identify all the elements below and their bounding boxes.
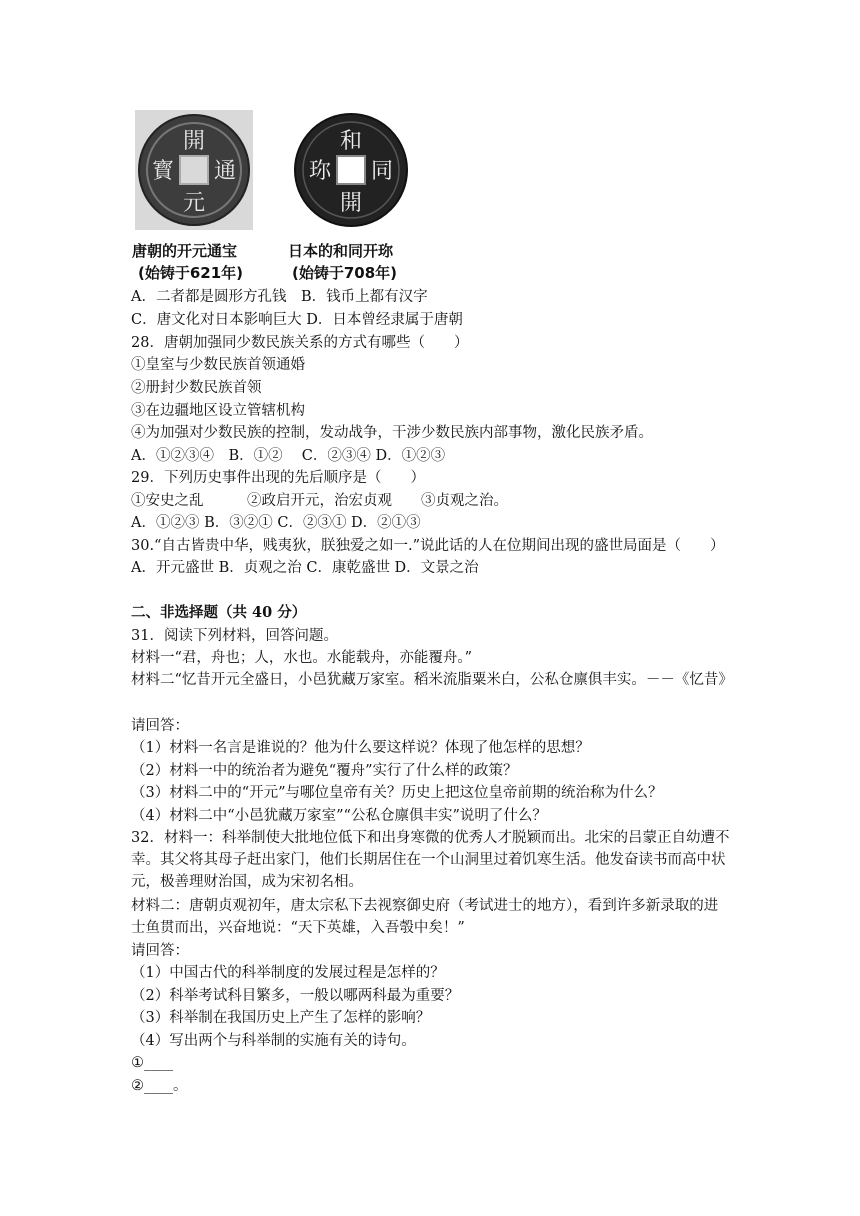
kaiyuan-caption-name: 唐朝的开元通宝 [132, 242, 238, 260]
q31-material-2: 材料二“忆昔开元全盛日，小邑犹藏万家室。稻米流脂粟米白，公私仓廪俱丰实。－－《忆昔》 [131, 672, 733, 688]
q28-item-4: ④为加强对少数民族的控制，发动战争，干涉少数民族内部事物，激化民族矛盾。 [131, 425, 653, 441]
kaiyuan-char-top: 開 [182, 129, 206, 154]
q31-stem: 31．阅读下列材料，回答问题。 [131, 628, 338, 644]
kaiyuan-char-bottom: 元 [182, 191, 206, 216]
wado-caption-name: 日本的和同开珎 [288, 242, 394, 260]
q32-sub-2: （2）科举考试科目繁多，一般以哪两科最为重要？ [131, 988, 460, 1004]
q28-item-1: ①皇室与少数民族首领通婚 [131, 357, 305, 373]
q32-prompt: 请回答： [131, 943, 189, 959]
q32-sub-1: （1）中国古代的科举制度的发展过程是怎样的？ [131, 965, 445, 981]
q28-stem: 28．唐朝加强同少数民族关系的方式有哪些（ ） [131, 335, 469, 351]
q29-stem: 29．下列历史事件出现的先后顺序是（ ） [131, 470, 425, 486]
answer-blank-2: ②____。 [131, 1078, 188, 1094]
q27-options-ab: A．二者都是圆形方孔钱 B．钱币上都有汉字 [131, 289, 428, 305]
kaiyuan-char-right: 通 [213, 159, 237, 184]
q32-sub-4: （4）写出两个与科举制的实施有关的诗句。 [131, 1033, 416, 1049]
section-heading: 二、非选择题（共 40 分） [131, 604, 307, 621]
q31-prompt: 请回答： [131, 718, 189, 734]
wadokaichin-coin-icon [292, 110, 410, 230]
wado-char-bottom: 開 [339, 191, 363, 216]
kaiyuan-char-left: 寳 [151, 159, 175, 184]
answer-blank-1: ①____ [131, 1055, 173, 1071]
q28-options: A．①②③④ B．①② C．②③④ D．①②③ [131, 448, 446, 464]
q29-events: ①安史之乱 ②政启开元，治宏贞观 ③贞观之治。 [131, 493, 508, 509]
q30-stem: 30.“自古皆贵中华，贱夷狄，朕独爱之如一.”说此话的人在位期间出现的盛世局面是（ ） [131, 538, 725, 554]
coin-figure [120, 110, 420, 285]
wado-caption-date: (始铸于708年) [292, 264, 398, 282]
wadokaichin-coin-image [292, 110, 410, 230]
kaiyuan-caption-date: (始铸于621年) [138, 264, 244, 282]
q28-item-2: ②册封少数民族首领 [131, 380, 262, 396]
q31-sub-1: （1）材料一名言是谁说的？他为什么要这样说？体现了他怎样的思想？ [131, 740, 590, 756]
wado-char-top: 和 [339, 129, 363, 154]
q32-material-2: 材料二：唐朝贞观初年，唐太宗私下去视察御史府（考试进士的地方），看到许多新录取的进士鱼贯而出，兴奋地说：“天下英雄，入吾彀中矣！” [131, 898, 719, 936]
wado-char-left: 珎 [308, 159, 332, 184]
q29-options: A．①②③ B．③②① C．②③① D．②①③ [131, 515, 421, 531]
q32-sub-3: （3）科举制在我国历史上产生了怎样的影响？ [131, 1010, 431, 1026]
q28-item-3: ③在边疆地区设立管辖机构 [131, 403, 305, 419]
q31-material-1: 材料一“君，舟也；人，水也。水能载舟，亦能覆舟。” [131, 650, 473, 666]
kaiyuan-coin-icon [135, 110, 253, 230]
wado-char-right: 同 [370, 159, 394, 184]
q30-options: A．开元盛世 B．贞观之治 C．康乾盛世 D．文景之治 [131, 560, 479, 576]
kaiyuan-coin-image [135, 110, 253, 230]
q32-material-1: 32．材料一：科举制使大批地位低下和出身寒微的优秀人才脱颖而出。北宋的吕蒙正自幼遭不幸。其父将其母子赶出家门，他们长期居住在一个山洞里过着饥寒生活。他发奋读书而高中状元，极善理财治国，成为宋初名相。 [131, 830, 730, 890]
q31-sub-3: （3）材料二中的“开元”与哪位皇帝有关？历史上把这位皇帝前期的统治称为什么？ [131, 785, 663, 801]
q27-options-cd: C．唐文化对日本影响巨大 D．日本曾经隶属于唐朝 [131, 312, 463, 328]
q31-sub-2: （2）材料一中的统治者为避免“覆舟”实行了什么样的政策？ [131, 763, 518, 779]
q31-sub-4: （4）材料二中“小邑犹藏万家室”“公私仓廪俱丰实”说明了什么？ [131, 808, 547, 824]
